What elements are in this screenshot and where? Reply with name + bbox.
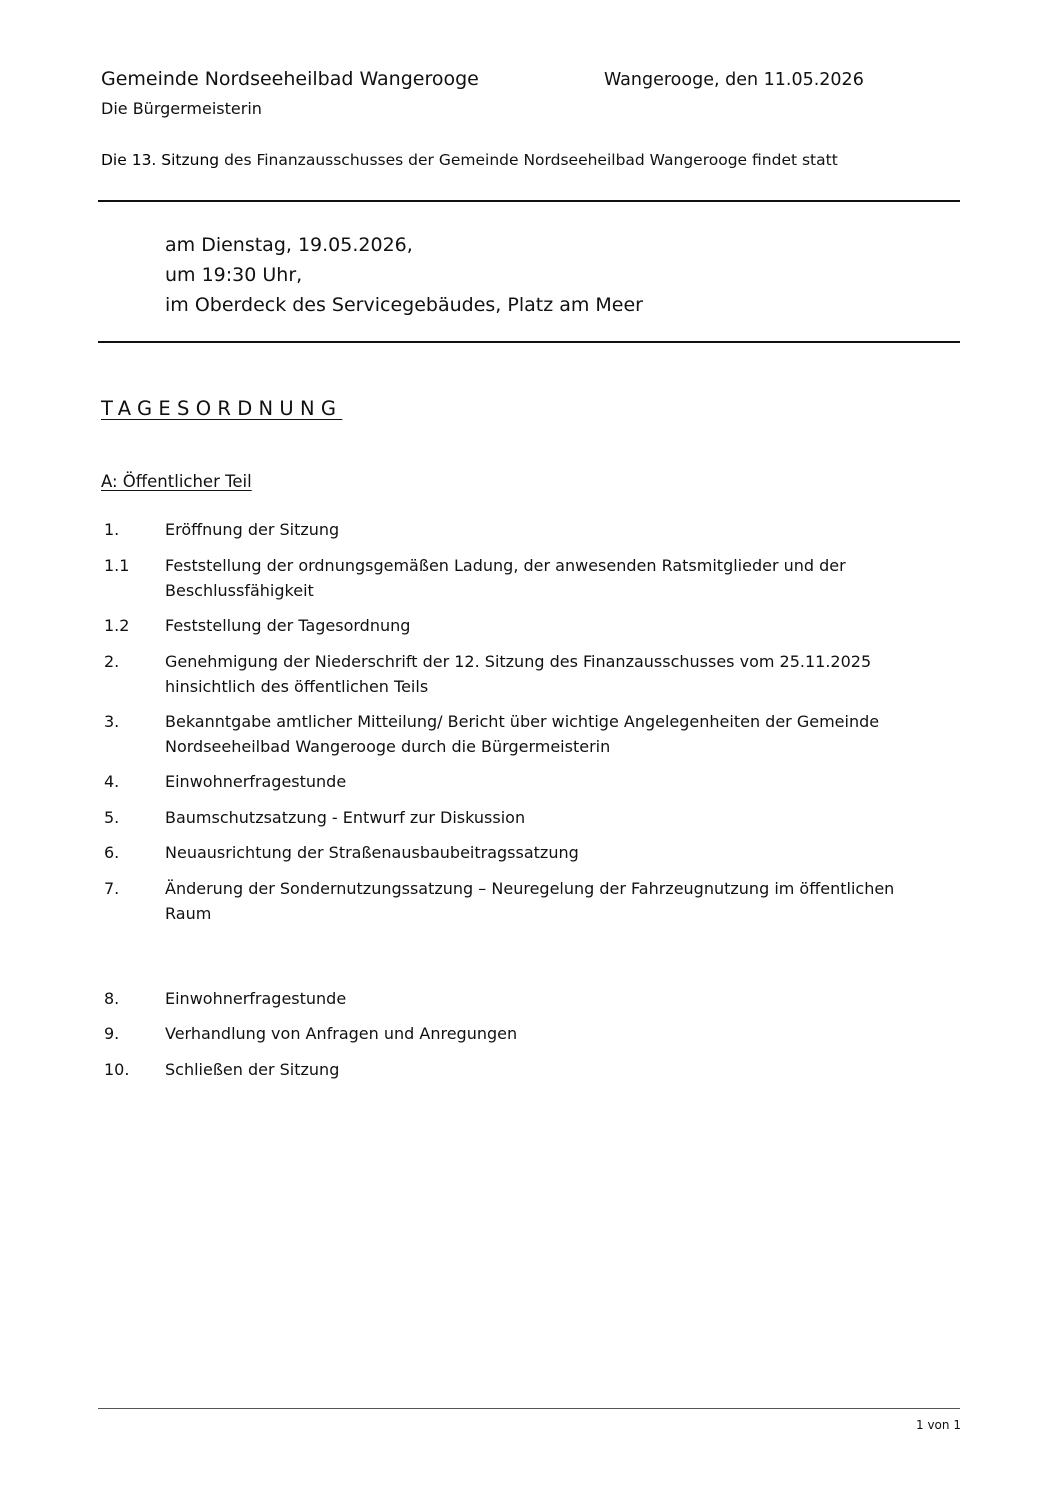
meeting-date: am Dienstag, 19.05.2026,: [165, 234, 413, 256]
session-number: Die 13. Sitzung: [101, 151, 220, 169]
footer-divider: [98, 1408, 960, 1409]
agenda-item-text: Bekanntgabe amtlicher Mitteilung/ Bericht über wichtige Angelegenheiten der Gemeinde Nordseeheilbad Wangerooge durch die Bürgermeisterin: [165, 712, 880, 756]
agenda-item-number: 7.: [104, 879, 120, 898]
agenda-item-number: 1.1: [104, 556, 130, 575]
agenda-item-number: 5.: [104, 808, 120, 827]
document-date: Wangerooge, den 11.05.2026: [604, 70, 864, 90]
agenda-item-text: Verhandlung von Anfragen und Anregungen: [165, 1024, 518, 1043]
agenda-item-text: Eröffnung der Sitzung: [165, 520, 340, 539]
agenda-item-number: 3.: [104, 712, 120, 731]
agenda-item-text: Feststellung der ordnungsgemäßen Ladung, der anwesenden Ratsmitglieder und der Beschlussfähigkeit: [165, 556, 846, 600]
page-number: 1 von 1: [916, 1418, 961, 1432]
agenda-item-number: 10.: [104, 1060, 130, 1079]
meeting-time: um 19:30 Uhr,: [165, 264, 303, 286]
agenda-item-number: 6.: [104, 843, 120, 862]
agenda-item-text: Schließen der Sitzung: [165, 1060, 340, 1079]
agenda-item-text: Neuausrichtung der Straßenausbaubeitragssatzung: [165, 843, 579, 862]
agenda-item-text: Einwohnerfragestunde: [165, 989, 347, 1008]
agenda-item-number: 2.: [104, 652, 120, 671]
agenda-item-text: Genehmigung der Niederschrift der 12. Sitzung des Finanzausschusses vom 25.11.2025 hinsichtlich des öffentlichen Teils: [165, 652, 872, 696]
author-role: Die Bürgermeisterin: [101, 99, 262, 118]
divider-bottom: [98, 341, 960, 343]
agenda-item-number: 4.: [104, 772, 120, 791]
meeting-details: [165, 230, 643, 320]
agenda-item-text: Baumschutzsatzung - Entwurf zur Diskussion: [165, 808, 526, 827]
public-section-title: A: Öffentlicher Teil: [101, 472, 252, 491]
agenda-title: TAGESORDNUNG: [101, 397, 343, 420]
agenda-item-number: 1.: [104, 520, 120, 539]
agenda-item-text: Änderung der Sondernutzungssatzung – Neuregelung der Fahrzeugnutzung im öffentlichen Raum: [165, 879, 895, 923]
divider-top: [98, 200, 960, 202]
organization-name: Gemeinde Nordseeheilbad Wangerooge: [101, 68, 479, 90]
meeting-location: im Oberdeck des Servicegebäudes, Platz am Meer: [165, 294, 643, 316]
agenda-item-text: Feststellung der Tagesordnung: [165, 616, 411, 635]
agenda-item-text: Einwohnerfragestunde: [165, 772, 347, 791]
agenda-item-number: 8.: [104, 989, 120, 1008]
intro-text: des Finanzausschusses der Gemeinde Nordseeheilbad Wangerooge findet statt: [219, 151, 838, 169]
meeting-intro: [101, 151, 838, 169]
agenda-item-number: 1.2: [104, 616, 130, 635]
agenda-item-number: 9.: [104, 1024, 120, 1043]
